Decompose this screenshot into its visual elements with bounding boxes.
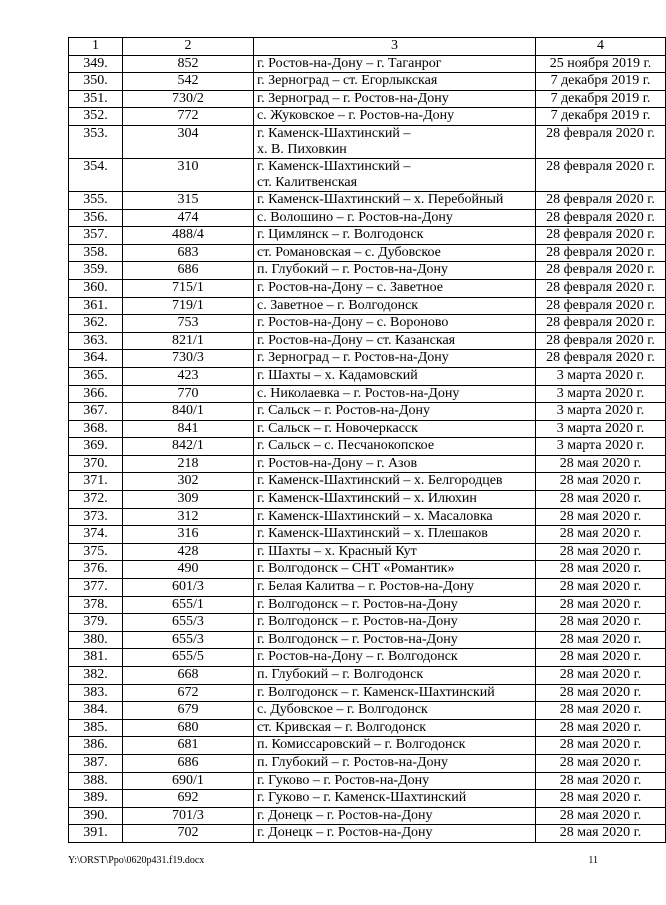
date: 3 марта 2020 г. (536, 438, 666, 456)
row-number: 357. (69, 227, 123, 245)
table-row (69, 332, 666, 350)
route-code: 772 (123, 108, 254, 126)
table-row (69, 385, 666, 403)
date: 28 мая 2020 г. (536, 807, 666, 825)
route-name: с. Жуковское – г. Ростов-на-Дону (254, 108, 536, 126)
header-col-3: 3 (254, 38, 536, 56)
route-name: п. Комиссаровский – г. Волгодонск (254, 737, 536, 755)
row-number: 360. (69, 279, 123, 297)
route-name: с. Дубовское – г. Волгодонск (254, 702, 536, 720)
table-row (69, 350, 666, 368)
route-name: г. Цимлянск – г. Волгодонск (254, 227, 536, 245)
route-name: г. Каменск-Шахтинский – х. Белгородцев (254, 473, 536, 491)
route-code: 542 (123, 73, 254, 91)
table-row (69, 279, 666, 297)
route-code: 686 (123, 754, 254, 772)
row-number: 388. (69, 772, 123, 790)
date: 28 мая 2020 г. (536, 737, 666, 755)
route-code: 702 (123, 825, 254, 843)
date: 28 мая 2020 г. (536, 631, 666, 649)
route-code: 701/3 (123, 807, 254, 825)
page-number: 11 (588, 855, 598, 866)
row-number: 378. (69, 596, 123, 614)
route-name: г. Донецк – г. Ростов-на-Дону (254, 807, 536, 825)
row-number: 363. (69, 332, 123, 350)
row-number: 376. (69, 561, 123, 579)
table-row (69, 420, 666, 438)
route-name: г. Каменск-Шахтинский – х. Илюхин (254, 491, 536, 509)
row-number: 366. (69, 385, 123, 403)
route-name: г. Волгодонск – г. Ростов-на-Дону (254, 614, 536, 632)
table-row (69, 73, 666, 91)
date: 28 мая 2020 г. (536, 719, 666, 737)
table-row (69, 667, 666, 685)
route-name: г. Ростов-на-Дону – г. Волгодонск (254, 649, 536, 667)
route-name: ст. Романовская – с. Дубовское (254, 244, 536, 262)
route-code: 601/3 (123, 579, 254, 597)
date: 28 мая 2020 г. (536, 684, 666, 702)
date: 28 мая 2020 г. (536, 508, 666, 526)
table-row (69, 790, 666, 808)
table-row (69, 262, 666, 280)
row-number: 364. (69, 350, 123, 368)
route-code: 841 (123, 420, 254, 438)
route-code: 655/1 (123, 596, 254, 614)
row-number: 377. (69, 579, 123, 597)
row-number: 349. (69, 55, 123, 73)
row-number: 359. (69, 262, 123, 280)
date: 28 февраля 2020 г. (536, 262, 666, 280)
date: 28 мая 2020 г. (536, 473, 666, 491)
table-row (69, 297, 666, 315)
table-row (69, 719, 666, 737)
table-row (69, 403, 666, 421)
route-name: г. Шахты – х. Красный Кут (254, 543, 536, 561)
route-code: 218 (123, 455, 254, 473)
table-row (69, 125, 666, 158)
table-header-row (69, 38, 666, 56)
route-name: г. Белая Калитва – г. Ростов-на-Дону (254, 579, 536, 597)
route-code: 730/2 (123, 90, 254, 108)
route-code: 680 (123, 719, 254, 737)
date: 25 ноября 2019 г. (536, 55, 666, 73)
route-code: 730/3 (123, 350, 254, 368)
table-row (69, 737, 666, 755)
row-number: 391. (69, 825, 123, 843)
route-name: г. Зерноград – г. Ростов-на-Дону (254, 90, 536, 108)
date: 28 мая 2020 г. (536, 491, 666, 509)
route-code: 842/1 (123, 438, 254, 456)
row-number: 382. (69, 667, 123, 685)
route-code: 681 (123, 737, 254, 755)
table-row (69, 508, 666, 526)
route-code: 668 (123, 667, 254, 685)
route-code: 488/4 (123, 227, 254, 245)
route-name: г. Ростов-на-Дону – ст. Казанская (254, 332, 536, 350)
date: 28 мая 2020 г. (536, 702, 666, 720)
table-row (69, 55, 666, 73)
table-row (69, 90, 666, 108)
table-row (69, 209, 666, 227)
row-number: 384. (69, 702, 123, 720)
table-row (69, 561, 666, 579)
route-code: 715/1 (123, 279, 254, 297)
route-code: 683 (123, 244, 254, 262)
date: 7 декабря 2019 г. (536, 73, 666, 91)
row-number: 354. (69, 158, 123, 191)
route-name: г. Ростов-на-Дону – г. Таганрог (254, 55, 536, 73)
route-name: г. Гуково – г. Каменск-Шахтинский (254, 790, 536, 808)
route-code: 686 (123, 262, 254, 280)
table-row (69, 702, 666, 720)
route-code: 423 (123, 367, 254, 385)
table-row (69, 772, 666, 790)
route-name: г. Каменск-Шахтинский – ст. Калитвенская (254, 158, 536, 191)
route-name: г. Каменск-Шахтинский – х. Масаловка (254, 508, 536, 526)
header-col-4: 4 (536, 38, 666, 56)
table-row (69, 367, 666, 385)
date: 28 февраля 2020 г. (536, 209, 666, 227)
row-number: 351. (69, 90, 123, 108)
route-name: г. Каменск-Шахтинский – х. Плешаков (254, 526, 536, 544)
route-code: 655/3 (123, 631, 254, 649)
route-name: г. Зерноград – г. Ростов-на-Дону (254, 350, 536, 368)
route-name: с. Николаевка – г. Ростов-на-Дону (254, 385, 536, 403)
date: 3 марта 2020 г. (536, 385, 666, 403)
file-path: Y:\ORST\Ppo\0620p431.f19.docx (68, 855, 205, 866)
table-row (69, 543, 666, 561)
route-name: г. Ростов-на-Дону – с. Вороново (254, 315, 536, 333)
table-row (69, 158, 666, 191)
route-code: 770 (123, 385, 254, 403)
row-number: 374. (69, 526, 123, 544)
route-name: г. Сальск – г. Новочеркасск (254, 420, 536, 438)
routes-table (68, 37, 666, 843)
row-number: 390. (69, 807, 123, 825)
route-code: 474 (123, 209, 254, 227)
route-name: г. Гуково – г. Ростов-на-Дону (254, 772, 536, 790)
route-name: г. Зерноград – ст. Егорлыкская (254, 73, 536, 91)
date: 28 мая 2020 г. (536, 579, 666, 597)
date: 28 февраля 2020 г. (536, 315, 666, 333)
route-name: г. Волгодонск – г. Каменск-Шахтинский (254, 684, 536, 702)
row-number: 370. (69, 455, 123, 473)
table-row (69, 807, 666, 825)
route-code: 655/5 (123, 649, 254, 667)
route-code: 316 (123, 526, 254, 544)
route-name: п. Глубокий – г. Волгодонск (254, 667, 536, 685)
table-row (69, 825, 666, 843)
row-number: 353. (69, 125, 123, 158)
date: 28 мая 2020 г. (536, 825, 666, 843)
route-name: г. Волгодонск – г. Ростов-на-Дону (254, 631, 536, 649)
row-number: 389. (69, 790, 123, 808)
table-row (69, 614, 666, 632)
route-name: п. Глубокий – г. Ростов-на-Дону (254, 262, 536, 280)
date: 28 мая 2020 г. (536, 667, 666, 685)
date: 28 февраля 2020 г. (536, 350, 666, 368)
route-code: 690/1 (123, 772, 254, 790)
date: 28 мая 2020 г. (536, 649, 666, 667)
date: 3 марта 2020 г. (536, 420, 666, 438)
table-row (69, 108, 666, 126)
date: 28 февраля 2020 г. (536, 244, 666, 262)
route-name: г. Донецк – г. Ростов-на-Дону (254, 825, 536, 843)
date: 28 мая 2020 г. (536, 526, 666, 544)
date: 28 мая 2020 г. (536, 790, 666, 808)
row-number: 361. (69, 297, 123, 315)
date: 28 мая 2020 г. (536, 543, 666, 561)
route-code: 679 (123, 702, 254, 720)
row-number: 373. (69, 508, 123, 526)
row-number: 385. (69, 719, 123, 737)
date: 7 декабря 2019 г. (536, 90, 666, 108)
header-col-2: 2 (123, 38, 254, 56)
route-code: 310 (123, 158, 254, 191)
date: 28 мая 2020 г. (536, 614, 666, 632)
table-row (69, 491, 666, 509)
row-number: 380. (69, 631, 123, 649)
row-number: 375. (69, 543, 123, 561)
route-code: 304 (123, 125, 254, 158)
route-name: г. Каменск-Шахтинский – х. В. Пиховкин (254, 125, 536, 158)
table-row (69, 631, 666, 649)
route-code: 821/1 (123, 332, 254, 350)
table-row (69, 526, 666, 544)
route-name: г. Волгодонск – СНТ «Романтик» (254, 561, 536, 579)
row-number: 356. (69, 209, 123, 227)
row-number: 372. (69, 491, 123, 509)
date: 28 мая 2020 г. (536, 561, 666, 579)
table-row (69, 438, 666, 456)
row-number: 383. (69, 684, 123, 702)
row-number: 367. (69, 403, 123, 421)
date: 28 мая 2020 г. (536, 772, 666, 790)
date: 28 февраля 2020 г. (536, 297, 666, 315)
row-number: 369. (69, 438, 123, 456)
row-number: 379. (69, 614, 123, 632)
route-name: с. Заветное – г. Волгодонск (254, 297, 536, 315)
table-row (69, 754, 666, 772)
date: 28 февраля 2020 г. (536, 279, 666, 297)
route-code: 852 (123, 55, 254, 73)
route-code: 312 (123, 508, 254, 526)
row-number: 362. (69, 315, 123, 333)
table-row (69, 315, 666, 333)
route-code: 753 (123, 315, 254, 333)
route-code: 490 (123, 561, 254, 579)
table-row (69, 596, 666, 614)
date: 28 мая 2020 г. (536, 754, 666, 772)
date: 28 февраля 2020 г. (536, 158, 666, 191)
route-name: ст. Кривская – г. Волгодонск (254, 719, 536, 737)
route-code: 309 (123, 491, 254, 509)
route-name: г. Сальск – г. Ростов-на-Дону (254, 403, 536, 421)
row-number: 352. (69, 108, 123, 126)
date: 28 февраля 2020 г. (536, 191, 666, 209)
row-number: 358. (69, 244, 123, 262)
date: 7 декабря 2019 г. (536, 108, 666, 126)
table-row (69, 579, 666, 597)
row-number: 387. (69, 754, 123, 772)
table-row (69, 684, 666, 702)
route-code: 840/1 (123, 403, 254, 421)
route-code: 672 (123, 684, 254, 702)
date: 28 мая 2020 г. (536, 455, 666, 473)
table-row (69, 455, 666, 473)
date: 3 марта 2020 г. (536, 367, 666, 385)
route-name: с. Волошино – г. Ростов-на-Дону (254, 209, 536, 227)
route-name: г. Шахты – х. Кадамовский (254, 367, 536, 385)
route-code: 302 (123, 473, 254, 491)
table-row (69, 244, 666, 262)
route-name: г. Ростов-на-Дону – г. Азов (254, 455, 536, 473)
row-number: 350. (69, 73, 123, 91)
header-col-1: 1 (69, 38, 123, 56)
route-name: г. Каменск-Шахтинский – х. Перебойный (254, 191, 536, 209)
row-number: 365. (69, 367, 123, 385)
table-body (69, 38, 666, 843)
route-name: г. Волгодонск – г. Ростов-на-Дону (254, 596, 536, 614)
row-number: 368. (69, 420, 123, 438)
route-code: 655/3 (123, 614, 254, 632)
date: 28 февраля 2020 г. (536, 125, 666, 158)
row-number: 386. (69, 737, 123, 755)
route-code: 315 (123, 191, 254, 209)
table-row (69, 191, 666, 209)
route-code: 719/1 (123, 297, 254, 315)
route-name: г. Ростов-на-Дону – с. Заветное (254, 279, 536, 297)
table-row (69, 227, 666, 245)
date: 28 февраля 2020 г. (536, 227, 666, 245)
row-number: 371. (69, 473, 123, 491)
date: 28 мая 2020 г. (536, 596, 666, 614)
table-row (69, 649, 666, 667)
row-number: 381. (69, 649, 123, 667)
row-number: 355. (69, 191, 123, 209)
route-code: 692 (123, 790, 254, 808)
route-name: п. Глубокий – г. Ростов-на-Дону (254, 754, 536, 772)
route-code: 428 (123, 543, 254, 561)
date: 28 февраля 2020 г. (536, 332, 666, 350)
route-name: г. Сальск – с. Песчанокопское (254, 438, 536, 456)
table-row (69, 473, 666, 491)
date: 3 марта 2020 г. (536, 403, 666, 421)
